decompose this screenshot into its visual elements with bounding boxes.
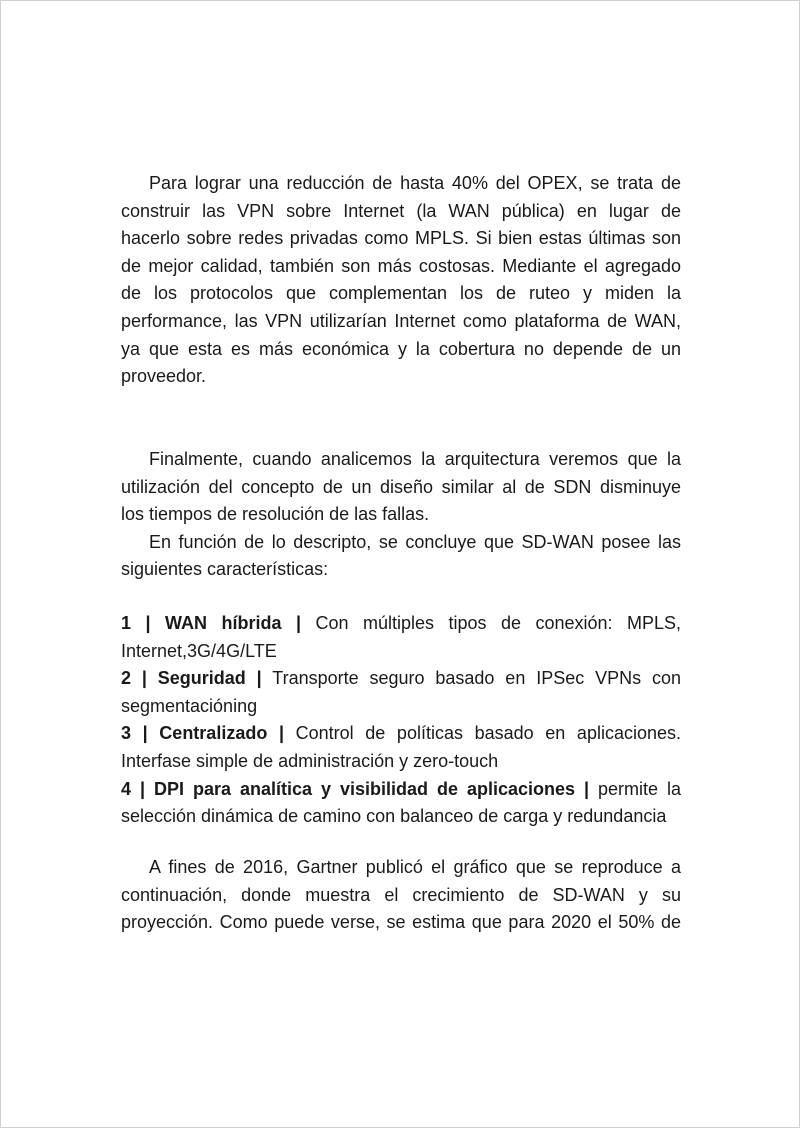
text-line: de mejor calidad, también son más costosas. Mediante el agregado bbox=[121, 255, 681, 276]
feature-title: 4 | DPI para analítica y visibilidad de aplicaciones | bbox=[121, 778, 590, 799]
text-line: hacerlo sobre redes privadas como MPLS. Si bien estas últimas son bbox=[121, 228, 681, 249]
text-line: performance, las VPN utilizarían Internet como plataforma de WAN, bbox=[121, 310, 681, 331]
feature-text-continued: Interfase simple de administración y zero-touch bbox=[121, 750, 499, 771]
feature-title: 1 | WAN híbrida | bbox=[121, 613, 301, 633]
text-line: ya que esta es más económica y la cobertura no depende de un bbox=[121, 338, 681, 359]
feature-title: 2 | Seguridad | bbox=[121, 668, 262, 689]
text-line: los tiempos de resolución de las fallas. bbox=[121, 504, 430, 525]
features-list bbox=[121, 610, 681, 831]
paragraph-gartner bbox=[121, 854, 681, 937]
text-line: A fines de 2016, Gartner publicó el gráfico que se reproduce a bbox=[149, 857, 681, 877]
paragraph-architecture bbox=[121, 446, 681, 584]
text-line: En función de lo descripto, se concluye que SD-WAN posee las bbox=[149, 531, 681, 552]
text-line: continuación, donde muestra el crecimiento de SD-WAN y su bbox=[121, 884, 681, 905]
text-line: proyección. Como puede verse, se estima que para 2020 el 50% de bbox=[121, 912, 681, 933]
paragraph-opex bbox=[121, 170, 681, 391]
feature-text-continued: segmentacióning bbox=[121, 695, 258, 716]
feature-text: permite la bbox=[589, 778, 681, 799]
text-line: siguientes características: bbox=[121, 559, 329, 580]
feature-item bbox=[121, 665, 681, 720]
feature-text: Transporte seguro basado en IPSec VPNs con bbox=[261, 668, 681, 689]
text-line: utilización del concepto de un diseño similar al de SDN disminuye bbox=[121, 476, 681, 497]
text-line: Finalmente, cuando analicemos la arquitectura veremos que la bbox=[149, 449, 681, 469]
feature-text: Control de políticas basado en aplicaciones. bbox=[284, 723, 681, 744]
feature-item bbox=[121, 720, 681, 775]
text-line: Para lograr una reducción de hasta 40% del OPEX, se trata de bbox=[149, 173, 681, 193]
text-line: construir las VPN sobre Internet (la WAN pública) en lugar de bbox=[121, 200, 681, 221]
feature-title: 3 | Centralizado | bbox=[121, 723, 284, 744]
feature-text-continued: Internet,3G/4G/LTE bbox=[121, 640, 277, 661]
feature-text: Con múltiples tipos de conexión: MPLS, bbox=[300, 613, 681, 633]
text-line: de los protocolos que complementan los de ruteo y miden la bbox=[121, 283, 681, 304]
feature-item bbox=[121, 776, 681, 831]
feature-text-continued: selección dinámica de camino con balanceo de carga y redundancia bbox=[121, 806, 667, 827]
text-line: proveedor. bbox=[121, 366, 207, 387]
feature-item bbox=[121, 610, 681, 665]
